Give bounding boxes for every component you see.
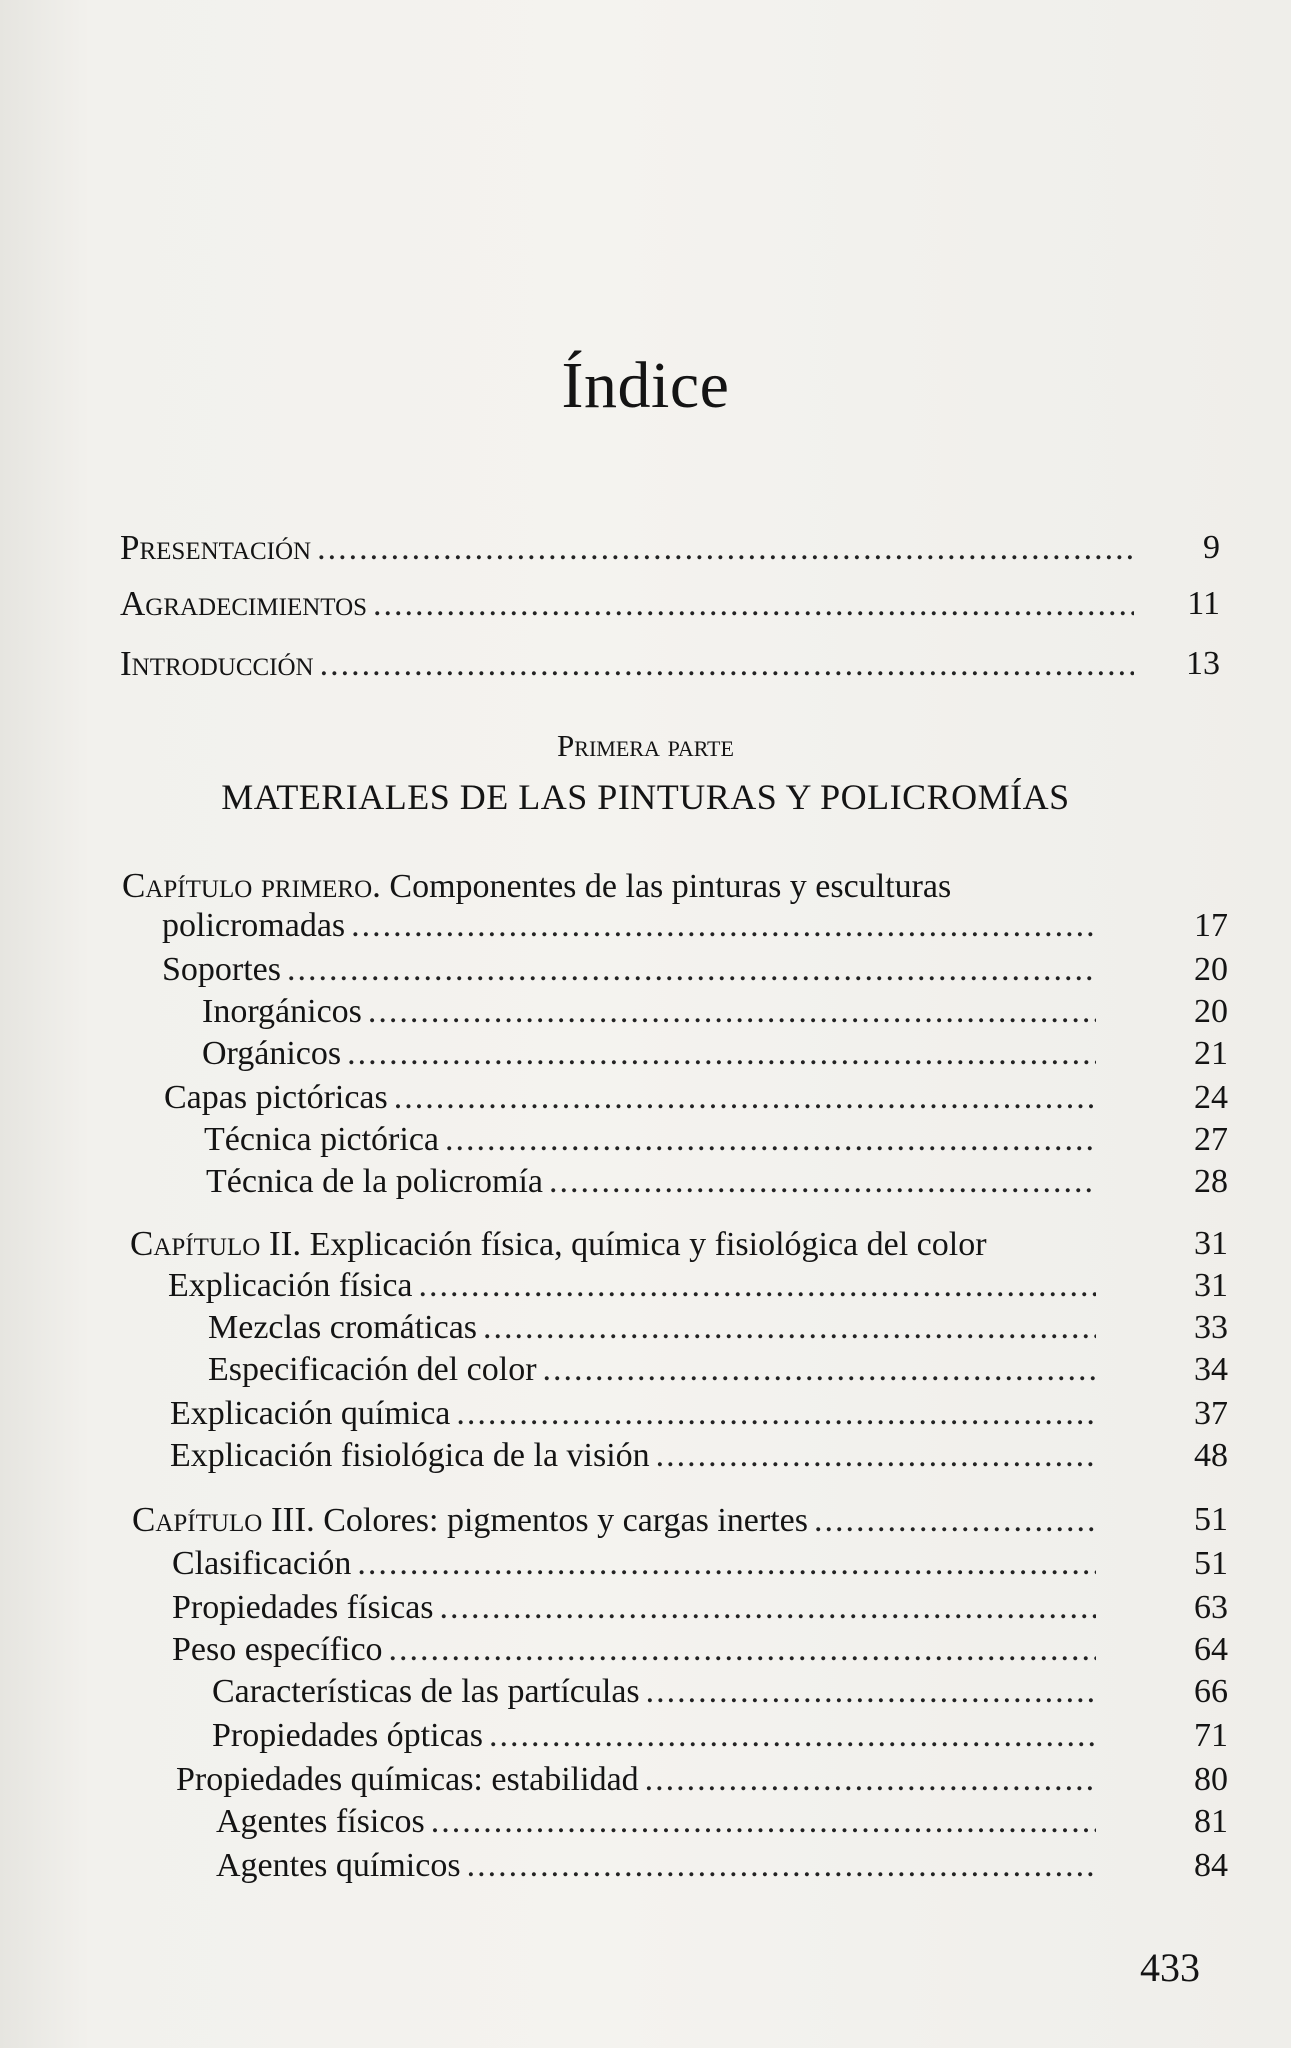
toc-entry <box>216 1802 1228 1842</box>
toc-entry <box>164 1078 1228 1118</box>
entry-label: Peso específico <box>172 1631 383 1668</box>
chapter-1-heading-cont <box>162 906 1228 946</box>
dot-leader <box>368 992 1096 1032</box>
page-number: 433 <box>1140 1945 1200 1990</box>
chapter-2-heading <box>130 1224 1228 1265</box>
entry-page: 48 <box>1194 1437 1228 1474</box>
chapter-prefix: Capítulo II. <box>130 1224 302 1263</box>
toc-entry <box>172 1630 1228 1670</box>
entry-page: 31 <box>1194 1225 1228 1262</box>
entry-page: 84 <box>1194 1847 1228 1884</box>
dot-leader <box>646 1672 1096 1712</box>
entry-page: 64 <box>1194 1631 1228 1668</box>
entry-label: Características de las partículas <box>212 1673 640 1710</box>
entry-page: 11 <box>1187 585 1220 622</box>
entry-page: 17 <box>1194 907 1228 944</box>
dot-leader <box>373 585 1134 625</box>
dot-leader <box>814 1501 1096 1541</box>
part-title: MATERIALES DE LAS PINTURAS Y POLICROMÍAS <box>221 777 1070 817</box>
dot-leader <box>347 1034 1096 1074</box>
dot-leader <box>317 529 1134 569</box>
dot-leader <box>549 1162 1096 1202</box>
entry-page: 51 <box>1194 1501 1228 1538</box>
entry-page: 21 <box>1194 1035 1228 1072</box>
entry-page: 28 <box>1194 1163 1228 1200</box>
dot-leader <box>467 1846 1096 1886</box>
entry-page: 80 <box>1194 1761 1228 1798</box>
dot-leader <box>656 1436 1096 1476</box>
part-label: Primera parte <box>557 728 734 763</box>
toc-entry <box>212 1672 1228 1712</box>
dot-leader <box>489 1716 1096 1756</box>
entry-page: 66 <box>1194 1673 1228 1710</box>
dot-leader <box>431 1802 1096 1842</box>
toc-entry-introduccion <box>120 644 1220 685</box>
toc-entry <box>208 1350 1228 1390</box>
dot-leader <box>419 1266 1096 1306</box>
toc-entry <box>212 1716 1228 1756</box>
entry-page: 34 <box>1194 1351 1228 1388</box>
dot-leader <box>445 1120 1096 1160</box>
entry-label: Mezclas cromáticas <box>208 1309 478 1346</box>
entry-page: 81 <box>1194 1803 1228 1840</box>
toc-entry <box>206 1162 1228 1202</box>
entry-page: 9 <box>1203 529 1220 566</box>
chapter-3-heading <box>132 1500 1228 1541</box>
dot-leader <box>543 1350 1096 1390</box>
dot-leader <box>320 645 1134 685</box>
entry-label: Clasificación <box>172 1545 352 1582</box>
entry-label: Capas pictóricas <box>164 1079 388 1116</box>
entry-page: 20 <box>1194 993 1228 1030</box>
entry-label: Presentación <box>120 528 312 567</box>
entry-page: 31 <box>1194 1267 1228 1304</box>
chapter-title: Explicación física, química y fisiológica del color <box>309 1226 987 1263</box>
toc-entry <box>216 1846 1228 1886</box>
entry-page: 63 <box>1194 1589 1228 1626</box>
toc-entry <box>162 950 1228 990</box>
dot-leader <box>351 906 1096 946</box>
page-title: Índice <box>561 349 730 422</box>
entry-page: 27 <box>1194 1121 1228 1158</box>
chapter-title: Componentes de las pinturas y esculturas <box>389 868 952 905</box>
entry-label: Inorgánicos <box>202 993 362 1030</box>
entry-page: 20 <box>1194 951 1228 988</box>
entry-label: Explicación fisiológica de la visión <box>170 1437 650 1474</box>
dot-leader <box>456 1394 1096 1434</box>
toc-entry <box>202 992 1228 1032</box>
entry-label: Agradecimientos <box>120 584 368 623</box>
entry-label: Explicación química <box>170 1395 451 1432</box>
entry-label: Introducción <box>120 644 314 683</box>
entry-page: 13 <box>1186 645 1220 682</box>
chapter-title-cont: policromadas <box>162 907 346 944</box>
dot-leader <box>394 1078 1096 1118</box>
dot-leader <box>357 1544 1096 1584</box>
entry-label: Técnica de la policromía <box>206 1163 543 1200</box>
entry-label: Propiedades físicas <box>172 1589 434 1626</box>
chapter-title: Colores: pigmentos y cargas inertes <box>323 1502 808 1539</box>
dot-leader <box>389 1630 1096 1670</box>
entry-page: 24 <box>1194 1079 1228 1116</box>
entry-label: Especificación del color <box>208 1351 537 1388</box>
entry-label: Agentes químicos <box>216 1847 461 1884</box>
dot-leader <box>440 1588 1096 1628</box>
entry-page: 37 <box>1194 1395 1228 1432</box>
toc-entry <box>208 1308 1228 1348</box>
dot-leader <box>645 1760 1096 1800</box>
entry-page: 71 <box>1194 1717 1228 1754</box>
toc-entry <box>172 1544 1228 1584</box>
entry-label: Propiedades ópticas <box>212 1717 483 1754</box>
entry-label: Agentes físicos <box>216 1803 425 1840</box>
toc-entry <box>204 1120 1228 1160</box>
entry-page: 33 <box>1194 1309 1228 1346</box>
entry-label: Técnica pictórica <box>204 1121 440 1158</box>
chapter-prefix: Capítulo III. <box>132 1500 315 1539</box>
toc-entry <box>202 1034 1228 1074</box>
toc-entry <box>172 1588 1228 1628</box>
toc-entry <box>170 1436 1228 1476</box>
toc-entry-presentacion <box>120 528 1220 569</box>
entry-label: Soportes <box>162 951 281 988</box>
entry-label: Orgánicos <box>202 1035 342 1072</box>
toc-entry <box>170 1394 1228 1434</box>
toc-entry <box>168 1266 1228 1306</box>
chapter-1-heading <box>122 866 951 907</box>
chapter-prefix: Capítulo primero. <box>122 866 381 905</box>
toc-entry-agradecimientos <box>120 584 1220 625</box>
entry-page: 51 <box>1194 1545 1228 1582</box>
entry-label: Propiedades químicas: estabilidad <box>176 1761 639 1798</box>
dot-leader <box>483 1308 1096 1348</box>
dot-leader <box>287 950 1096 990</box>
toc-entry <box>176 1760 1228 1800</box>
entry-label: Explicación física <box>168 1267 413 1304</box>
